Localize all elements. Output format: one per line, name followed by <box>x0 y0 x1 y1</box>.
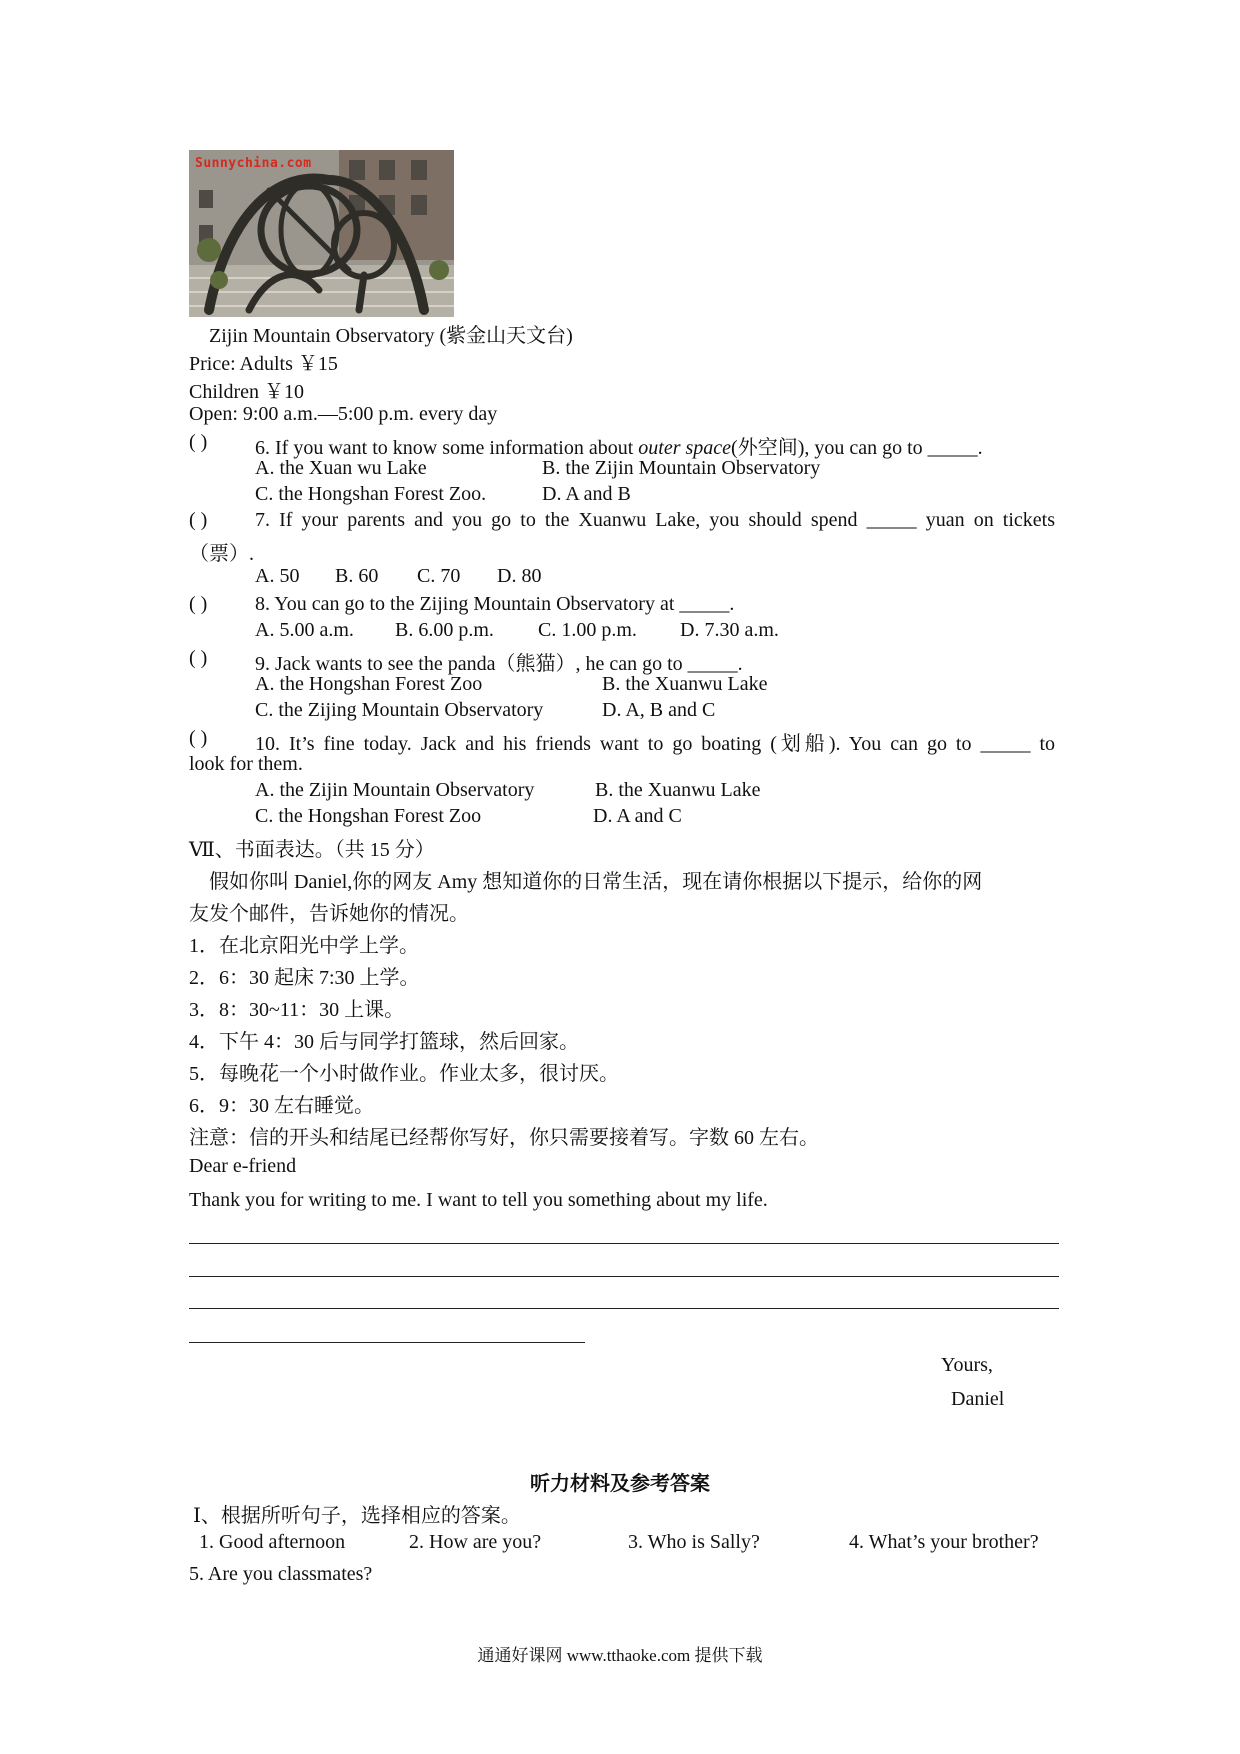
opening-hours: Open: 9:00 a.m.—5:00 p.m. every day <box>189 403 498 425</box>
answer-item-5: 5. Are you classmates? <box>189 1563 373 1585</box>
writing-prompt-line1: 假如你叫 Daniel,你的网友 Amy 想知道你的日常生活，现在请你根据以下提示，给你的网 <box>209 871 983 893</box>
answer-item-2: 2. How are you? <box>409 1531 542 1553</box>
q6-stem <box>255 431 983 460</box>
q6-option-a: A. the Xuan wu Lake <box>255 457 427 479</box>
price-children: Children ￥10 <box>189 381 304 403</box>
q9-stem: 9. Jack wants to see the panda（熊猫）, he can go to _____. <box>255 653 743 675</box>
writing-hint-1: 1．在北京阳光中学上学。 <box>189 935 419 957</box>
price-adults: Price: Adults ￥15 <box>189 353 338 375</box>
q6-option-d: D. A and B <box>542 483 631 505</box>
q7-stem: 7. If your parents and you go to the Xuanwu Lake, you should spend _____ yuan on tickets <box>255 509 1055 531</box>
answers-title: 听力材料及参考答案 <box>530 1473 710 1495</box>
q7-option-b: B. 60 <box>335 565 379 587</box>
q10-option-d: D. A and C <box>593 805 682 827</box>
answers-section-1: Ⅰ、根据所听句子，选择相应的答案。 <box>193 1505 521 1527</box>
q8-option-b: B. 6.00 p.m. <box>395 619 494 641</box>
q7-option-c: C. 70 <box>417 565 461 587</box>
writing-hint-5: 5．每晚花一个小时做作业。作业太多，很讨厌。 <box>189 1063 619 1085</box>
q6-bracket: ( ) <box>189 431 208 453</box>
writing-hint-4: 4．下午 4：30 后与同学打篮球，然后回家。 <box>189 1031 579 1053</box>
answer-item-3: 3. Who is Sally? <box>628 1531 760 1553</box>
writing-prompt-line2: 友发个邮件，告诉她你的情况。 <box>189 903 469 925</box>
q8-option-d: D. 7.30 a.m. <box>680 619 779 641</box>
q7-bracket: ( ) <box>189 509 208 531</box>
answer-line-4 <box>189 1342 585 1343</box>
q9-bracket: ( ) <box>189 647 208 669</box>
photo-watermark: Sunnychina.com <box>195 156 312 171</box>
q10-stem: 10. It’s fine today. Jack and his friends want to go boating (划船). You can go to _____ to <box>255 733 1055 755</box>
answer-line-3 <box>189 1308 1059 1309</box>
writing-heading: Ⅶ、书面表达。（共 15 分） <box>189 839 435 861</box>
q9-option-d: D. A, B and C <box>602 699 716 721</box>
answer-item-1: 1. Good afternoon <box>199 1531 346 1553</box>
page-footer: 通通好课网 www.tthaoke.com 提供下载 <box>477 1646 763 1665</box>
writing-hint-3: 3．8：30~11：30 上课。 <box>189 999 405 1021</box>
q8-option-a: A. 5.00 a.m. <box>255 619 354 641</box>
letter-greeting: Dear e-friend <box>189 1155 297 1177</box>
letter-opening: Thank you for writing to me. I want to tell you something about my life. <box>189 1189 768 1211</box>
q10-option-b: B. the Xuanwu Lake <box>595 779 761 801</box>
q7-option-d: D. 80 <box>497 565 542 587</box>
q10-stem-continued: look for them. <box>189 753 303 775</box>
answer-item-4: 4. What’s your brother? <box>849 1531 1039 1553</box>
q10-bracket: ( ) <box>189 727 208 749</box>
q7-stem-continued: （票）. <box>189 543 254 565</box>
q6-stem-part2: (外空间), you can go to _____. <box>731 437 983 459</box>
q8-stem: 8. You can go to the Zijing Mountain Observatory at _____. <box>255 593 735 615</box>
q6-option-c: C. the Hongshan Forest Zoo. <box>255 483 487 505</box>
writing-note: 注意：信的开头和结尾已经帮你写好，你只需要接着写。字数 60 左右。 <box>189 1127 819 1149</box>
q8-bracket: ( ) <box>189 593 208 615</box>
place-name: Zijin Mountain Observatory (紫金山天文台) <box>209 325 573 347</box>
q7-option-a: A. 50 <box>255 565 300 587</box>
observatory-photo <box>189 150 454 317</box>
q8-option-c: C. 1.00 p.m. <box>538 619 637 641</box>
writing-hint-2: 2．6：30 起床 7:30 上学。 <box>189 967 420 989</box>
q9-option-a: A. the Hongshan Forest Zoo <box>255 673 483 695</box>
q9-option-b: B. the Xuanwu Lake <box>602 673 768 695</box>
answer-line-1 <box>189 1243 1059 1244</box>
q10-option-c: C. the Hongshan Forest Zoo <box>255 805 482 827</box>
letter-closing: Yours, <box>941 1354 993 1376</box>
q6-stem-emphasis: outer space <box>638 437 732 459</box>
q9-option-c: C. the Zijing Mountain Observatory <box>255 699 544 721</box>
q10-option-a: A. the Zijin Mountain Observatory <box>255 779 535 801</box>
answer-line-2 <box>189 1276 1059 1277</box>
letter-signature: Daniel <box>951 1388 1005 1410</box>
q6-stem-part1: 6. If you want to know some information about <box>255 437 639 459</box>
q6-option-b: B. the Zijin Mountain Observatory <box>542 457 821 479</box>
writing-hint-6: 6．9：30 左右睡觉。 <box>189 1095 374 1117</box>
